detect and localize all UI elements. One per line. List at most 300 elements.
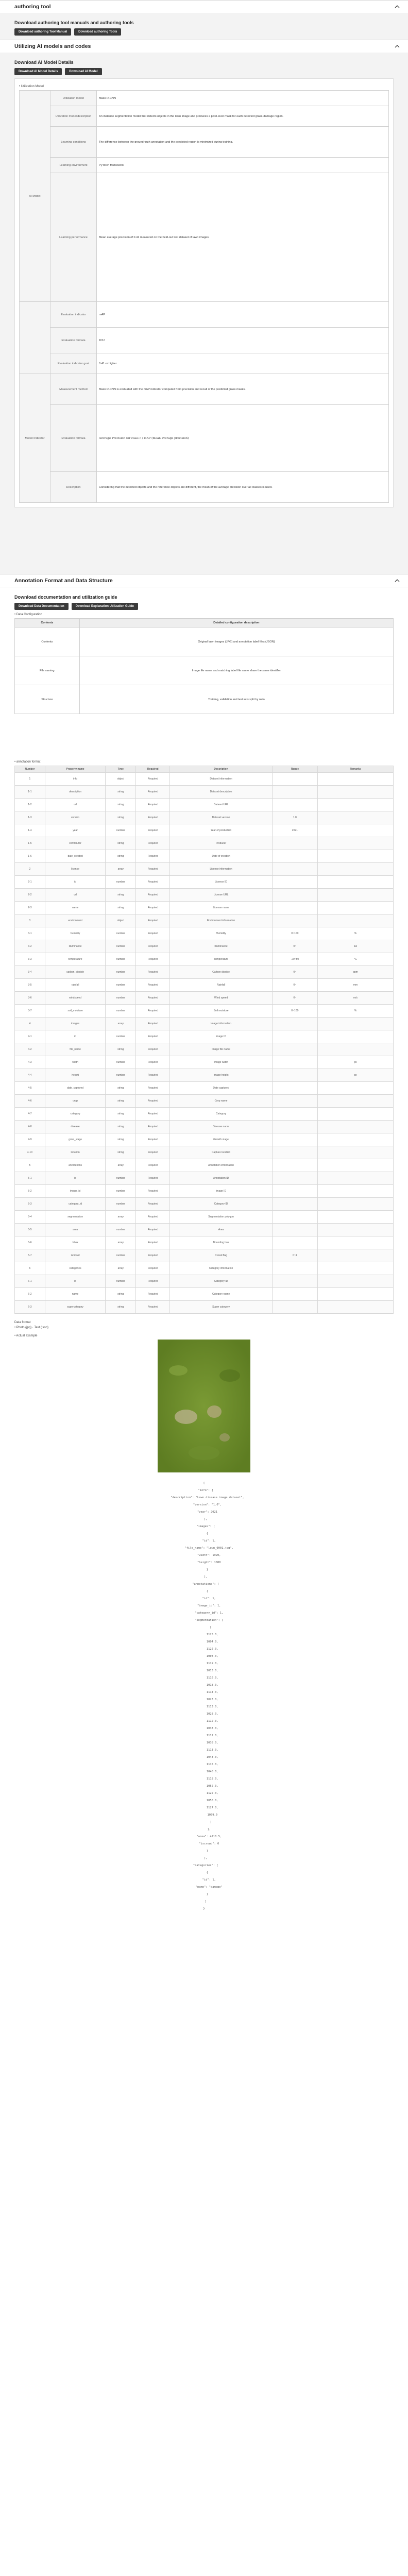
table-cell <box>317 1288 393 1301</box>
table-cell: 5-7 <box>15 1249 45 1262</box>
table-cell: number <box>106 1056 136 1069</box>
row-label: Utilization model description <box>50 106 97 127</box>
table-cell: width <box>45 1056 106 1069</box>
download-guide-button[interactable]: Download Explanation Utilization Guide <box>72 603 138 610</box>
json-line: "height": 1080 <box>187 1561 221 1565</box>
table-cell <box>272 1275 317 1288</box>
table-cell: id <box>45 876 106 889</box>
table-row <box>15 773 394 786</box>
table-cell: ppm <box>317 966 393 979</box>
column-header: Range <box>272 766 317 773</box>
table-cell: 0~ <box>272 940 317 953</box>
table-cell <box>272 1043 317 1056</box>
table-row <box>15 1301 394 1314</box>
json-line: 1127.0, <box>190 1806 218 1810</box>
table-cell: Required <box>136 1185 170 1198</box>
table-cell: segmentation <box>45 1211 106 1224</box>
table-cell: 4-4 <box>15 1069 45 1082</box>
table-cell: Crowd flag <box>170 1249 272 1262</box>
section-header[interactable] <box>0 40 408 53</box>
annotation-format-table <box>14 766 394 1314</box>
table-header-row <box>15 766 394 773</box>
table-row <box>15 1133 394 1146</box>
table-cell: Producer <box>170 837 272 850</box>
table-cell: grow_stage <box>45 1133 106 1146</box>
table-cell <box>272 837 317 850</box>
section-authoring-tool <box>0 0 408 40</box>
table-cell <box>272 1288 317 1301</box>
table-cell <box>272 1198 317 1211</box>
table-cell: array <box>106 1211 136 1224</box>
table-cell: string <box>106 786 136 799</box>
table-cell: -20~50 <box>272 953 317 966</box>
table-cell <box>317 902 393 914</box>
table-cell <box>272 773 317 786</box>
table-cell <box>272 1108 317 1121</box>
row-value: Mask R-CNN <box>97 91 389 106</box>
table-cell: name <box>45 1288 106 1301</box>
row-label: Measurement method <box>50 374 97 405</box>
json-line: "image_id": 1, <box>187 1604 221 1608</box>
row-label: Evaluation indicator goal <box>50 353 97 374</box>
table-cell: 4-8 <box>15 1121 45 1133</box>
table-row <box>15 1069 394 1082</box>
table-cell: Soil moisture <box>170 1005 272 1018</box>
json-line: { <box>199 1590 209 1594</box>
table-row <box>15 889 394 902</box>
table-cell <box>317 773 393 786</box>
table-cell: number <box>106 1249 136 1262</box>
json-line: "segmentation": [ <box>184 1619 224 1622</box>
column-header: Number <box>15 766 45 773</box>
table-cell: string <box>106 850 136 863</box>
table-cell: Image file name and matching label file name share the same identifier <box>79 656 393 685</box>
table-row <box>15 953 394 966</box>
table-cell: 5-1 <box>15 1172 45 1185</box>
row-group: AI Model <box>20 91 50 302</box>
table-cell: 3-1 <box>15 927 45 940</box>
row-group: Model Indicator <box>20 374 50 503</box>
table-cell: array <box>106 1236 136 1249</box>
table-cell: number <box>106 1172 136 1185</box>
table-cell: mm <box>317 979 393 992</box>
json-line: { <box>199 1532 209 1536</box>
table-cell: Image information <box>170 1018 272 1030</box>
table-row <box>20 405 389 472</box>
json-line: "id": 1, <box>192 1878 216 1882</box>
row-value: IOU <box>97 328 389 353</box>
table-cell: number <box>106 1275 136 1288</box>
table-row <box>15 1043 394 1056</box>
table-cell: Rainfall <box>170 979 272 992</box>
performance-text: Mean average precision of 0.41 measured on the held-out test dataset of lawn images. <box>99 235 210 239</box>
column-header: Description <box>170 766 272 773</box>
table-cell: Dataset version <box>170 811 272 824</box>
section-heading: Download authoring tool manuals and authoring tools <box>14 20 134 25</box>
table-cell: 2021 <box>272 824 317 837</box>
example-caption: • Actual example <box>14 1334 38 1338</box>
table-cell: px <box>317 1056 393 1069</box>
table-cell: Required <box>136 1030 170 1043</box>
table-cell <box>272 914 317 927</box>
row-value: Considering that the detected objects and the reference objects are different, the mean of the average precision over all classes is used. <box>97 472 389 503</box>
table-cell: Required <box>136 992 170 1005</box>
section-title: authoring tool <box>14 4 51 10</box>
table-row <box>15 1224 394 1236</box>
table-cell: 3 <box>15 914 45 927</box>
table-cell: Image width <box>170 1056 272 1069</box>
table-cell: string <box>106 1043 136 1056</box>
table-cell: Required <box>136 1198 170 1211</box>
table-row <box>15 1146 394 1159</box>
table-row <box>15 1030 394 1043</box>
column-header: Detailed configuration description <box>79 619 393 628</box>
table-cell: Wind speed <box>170 992 272 1005</box>
json-line: "id": 1, <box>192 1597 216 1601</box>
table-cell: category_id <box>45 1198 106 1211</box>
table-row <box>15 1198 394 1211</box>
data-format-caption: Data format <box>14 1321 31 1325</box>
json-line: 1048.0, <box>190 1770 218 1774</box>
row-value: 0.41 or higher <box>97 353 389 374</box>
table-cell <box>317 1249 393 1262</box>
table-cell: url <box>45 799 106 811</box>
table-cell: Annotation ID <box>170 1172 272 1185</box>
table-cell: Required <box>136 850 170 863</box>
table-row <box>15 837 394 850</box>
table-cell: Capture location <box>170 1146 272 1159</box>
table-cell: string <box>106 1146 136 1159</box>
table-cell <box>317 1133 393 1146</box>
row-value <box>97 173 389 302</box>
json-line: "year": 2021 <box>191 1511 217 1514</box>
table-cell: number <box>106 940 136 953</box>
table-row <box>15 940 394 953</box>
chevron-up-icon[interactable] <box>394 577 401 584</box>
table-cell: temperature <box>45 953 106 966</box>
table-row <box>15 685 394 714</box>
ai-model-table <box>19 90 389 503</box>
table-cell: Required <box>136 1172 170 1185</box>
table-cell: px <box>317 1069 393 1082</box>
download-ai-model-button[interactable]: Download AI Model <box>65 68 101 75</box>
table-cell: Illuminance <box>170 940 272 953</box>
table-row <box>15 1056 394 1069</box>
table-cell: array <box>106 1262 136 1275</box>
table-cell <box>272 1236 317 1249</box>
row-label: Learning environment <box>50 158 97 173</box>
json-line: "categories": [ <box>190 1864 218 1868</box>
table-cell <box>272 1056 317 1069</box>
table-cell: disease <box>45 1121 106 1133</box>
table-cell <box>272 1121 317 1133</box>
table-row <box>15 1262 394 1275</box>
table-cell <box>272 1082 317 1095</box>
json-line: "iscrowd": 0 <box>189 1842 219 1846</box>
table-cell: 4-3 <box>15 1056 45 1069</box>
table-cell <box>317 1198 393 1211</box>
table-cell <box>317 1108 393 1121</box>
table-cell: number <box>106 979 136 992</box>
section-header[interactable] <box>0 1 408 13</box>
table-cell <box>317 1095 393 1108</box>
table-cell: 4-5 <box>15 1082 45 1095</box>
column-header: Type <box>106 766 136 773</box>
table-cell: Required <box>136 1005 170 1018</box>
table-row <box>15 927 394 940</box>
json-line: }, <box>200 1518 208 1521</box>
table-cell: 3-4 <box>15 966 45 979</box>
table-cell: 6-1 <box>15 1275 45 1288</box>
json-line: ], <box>200 1575 208 1579</box>
json-line: "images": [ <box>193 1525 215 1529</box>
chevron-up-icon[interactable] <box>394 43 401 50</box>
table-cell: 1-1 <box>15 786 45 799</box>
table-cell: 1-3 <box>15 811 45 824</box>
table-cell: File naming <box>15 656 80 685</box>
table-cell <box>272 902 317 914</box>
table-cell: bbox <box>45 1236 106 1249</box>
table-cell: 6-3 <box>15 1301 45 1314</box>
row-label: Learning conditions <box>50 127 97 158</box>
section-annotation <box>0 574 408 2576</box>
table-cell: 2-3 <box>15 902 45 914</box>
table-cell <box>272 863 317 876</box>
table-cell: Required <box>136 979 170 992</box>
table-cell <box>317 850 393 863</box>
table-cell: Required <box>136 1159 170 1172</box>
table-cell: array <box>106 1159 136 1172</box>
table-cell: Required <box>136 773 170 786</box>
section-header[interactable] <box>0 574 408 587</box>
table-cell: Required <box>136 953 170 966</box>
table-cell: License ID <box>170 876 272 889</box>
table-cell: Required <box>136 966 170 979</box>
table-cell: string <box>106 1082 136 1095</box>
table-cell: Required <box>136 940 170 953</box>
json-line: 1114.0, <box>190 1691 218 1694</box>
table-cell <box>272 1133 317 1146</box>
lawn-example-image <box>158 1340 250 1472</box>
table-cell <box>317 1262 393 1275</box>
json-line: 1113.0, <box>190 1705 218 1709</box>
data-format-links[interactable]: • Photo (jpg) · Text (json) <box>14 1326 49 1330</box>
table-cell: image_id <box>45 1185 106 1198</box>
json-line: 1013.0, <box>190 1669 218 1673</box>
table-cell: 3-3 <box>15 953 45 966</box>
table-cell: license <box>45 863 106 876</box>
json-line: "id": 1, <box>192 1539 216 1543</box>
table-cell <box>317 824 393 837</box>
table-caption: • Utilization Model <box>19 85 44 88</box>
table-cell: Required <box>136 1069 170 1082</box>
table-cell: supercategory <box>45 1301 106 1314</box>
table-cell <box>272 1030 317 1043</box>
table-cell: id <box>45 1030 106 1043</box>
table-cell: Temperature <box>170 953 272 966</box>
table-cell: name <box>45 902 106 914</box>
table-cell: Required <box>136 1133 170 1146</box>
table-cell: Category ID <box>170 1198 272 1211</box>
table-cell: Required <box>136 1224 170 1236</box>
row-label: Evaluation formula <box>50 328 97 353</box>
table-cell: Image file name <box>170 1043 272 1056</box>
table-cell: 0~100 <box>272 927 317 940</box>
chevron-up-icon[interactable] <box>394 3 401 10</box>
table-row <box>15 992 394 1005</box>
table-cell: License URL <box>170 889 272 902</box>
table-row <box>15 966 394 979</box>
table-cell: Crop name <box>170 1095 272 1108</box>
table-row <box>20 328 389 353</box>
table-row <box>15 811 394 824</box>
table-cell: 1-5 <box>15 837 45 850</box>
table-row <box>20 472 389 503</box>
table-row <box>20 91 389 106</box>
table-cell: m/s <box>317 992 393 1005</box>
table-cell <box>272 1146 317 1159</box>
download-ai-details-button[interactable]: Download AI Model Details <box>14 68 62 75</box>
table-cell: 6-2 <box>15 1288 45 1301</box>
table-cell: Dataset information <box>170 773 272 786</box>
column-header: Property name <box>45 766 106 773</box>
row-label: Evaluation indicator <box>50 302 97 328</box>
table-cell: Super category <box>170 1301 272 1314</box>
table-cell: Area <box>170 1224 272 1236</box>
table-row <box>15 1121 394 1133</box>
table-cell <box>317 1185 393 1198</box>
table-row <box>15 979 394 992</box>
row-value: Average Precision for class c / mAP (mean average precision) <box>97 405 389 472</box>
table-cell: number <box>106 953 136 966</box>
table-row <box>15 1082 394 1095</box>
table-cell: Dataset URL <box>170 799 272 811</box>
table-cell: Contents <box>15 628 80 656</box>
table-cell <box>317 1211 393 1224</box>
column-header: Required <box>136 766 170 773</box>
table-row <box>15 1288 394 1301</box>
table-cell <box>317 876 393 889</box>
table-cell <box>272 1095 317 1108</box>
json-line: ] <box>196 1821 212 1824</box>
table-cell <box>317 1146 393 1159</box>
row-value: An instance segmentation model that detects objects in the lawn image and produces a pixel-level mask for each detected grass-damage region. <box>97 106 389 127</box>
table-cell: contributor <box>45 837 106 850</box>
json-line: 1116.0, <box>190 1676 218 1680</box>
json-line: "info": { <box>195 1489 213 1493</box>
table-cell <box>272 1185 317 1198</box>
table-cell <box>272 876 317 889</box>
table-row <box>15 1249 394 1262</box>
table-row <box>15 850 394 863</box>
table-cell: 0~1 <box>272 1249 317 1262</box>
table-cell <box>317 1030 393 1043</box>
table-cell: Required <box>136 889 170 902</box>
table-row <box>15 1185 394 1198</box>
table-cell: date_captured <box>45 1082 106 1095</box>
json-line: } <box>199 1568 209 1572</box>
table-cell <box>317 799 393 811</box>
json-line: [ <box>196 1626 212 1630</box>
ai-model-panel <box>14 78 394 507</box>
table-cell: 0~100 <box>272 1005 317 1018</box>
table-row <box>20 106 389 127</box>
json-line: } <box>199 1893 209 1896</box>
table-cell: Annotation information <box>170 1159 272 1172</box>
table-cell: Category name <box>170 1288 272 1301</box>
section-body <box>0 587 408 2576</box>
json-line: "width": 1920, <box>187 1554 221 1557</box>
table-cell: Required <box>136 914 170 927</box>
json-line: 1028.0, <box>190 1713 218 1716</box>
table-cell: Date captured <box>170 1082 272 1095</box>
table-cell <box>317 889 393 902</box>
table-cell: string <box>106 799 136 811</box>
table-cell: number <box>106 824 136 837</box>
table-cell: number <box>106 927 136 940</box>
json-example <box>14 1480 394 1912</box>
table-cell: lux <box>317 940 393 953</box>
config-caption: • Data Configuration <box>14 613 42 616</box>
table-row <box>15 876 394 889</box>
table-cell <box>317 1224 393 1236</box>
row-value: mAP <box>97 302 389 328</box>
json-line: 1119.0, <box>190 1662 218 1666</box>
table-row <box>15 628 394 656</box>
json-line: 1004.0, <box>190 1640 218 1644</box>
table-cell: Disease name <box>170 1121 272 1133</box>
json-line: 1112.0, <box>190 1734 218 1738</box>
config-table <box>14 618 394 714</box>
json-line: 1059.0 <box>191 1814 217 1817</box>
table-cell: url <box>45 889 106 902</box>
json-line: 1118.0, <box>190 1777 218 1781</box>
table-cell: Original lawn images (JPG) and annotation label files (JSON) <box>79 628 393 656</box>
table-cell: number <box>106 1005 136 1018</box>
row-label: Description <box>50 472 97 503</box>
table-cell: annotations <box>45 1159 106 1172</box>
download-tools-button[interactable]: Download authoring Tools <box>74 28 121 36</box>
table-cell <box>317 786 393 799</box>
table-cell: License information <box>170 863 272 876</box>
table-cell: 4 <box>15 1018 45 1030</box>
table-cell: 4-1 <box>15 1030 45 1043</box>
table-row <box>20 158 389 173</box>
json-line: 1125.0, <box>190 1633 218 1637</box>
table-cell <box>317 1275 393 1288</box>
download-documentation-button[interactable]: Download Data Documentation <box>14 603 69 610</box>
json-line: 1018.0, <box>190 1684 218 1687</box>
table-row <box>15 824 394 837</box>
table-row <box>15 1018 394 1030</box>
table-cell: Category ID <box>170 1275 272 1288</box>
table-cell: Date of creation <box>170 850 272 863</box>
table-cell: 5 <box>15 1159 45 1172</box>
table-cell: string <box>106 811 136 824</box>
table-cell <box>272 1301 317 1314</box>
table-row <box>15 786 394 799</box>
table-row <box>15 1172 394 1185</box>
table-cell: Required <box>136 1043 170 1056</box>
table-cell: Required <box>136 1275 170 1288</box>
table-cell: 5-4 <box>15 1211 45 1224</box>
json-line: ], <box>197 1828 211 1832</box>
row-label: Learning performance <box>50 173 97 302</box>
json-line: 1122.0, <box>190 1648 218 1651</box>
row-value: Mask R-CNN is evaluated with the mAP indicator computed from precision and recall of the predicted grass masks. <box>97 374 389 405</box>
download-manual-button[interactable]: Download authoring Tool Manual <box>14 28 71 36</box>
table-cell: string <box>106 1301 136 1314</box>
